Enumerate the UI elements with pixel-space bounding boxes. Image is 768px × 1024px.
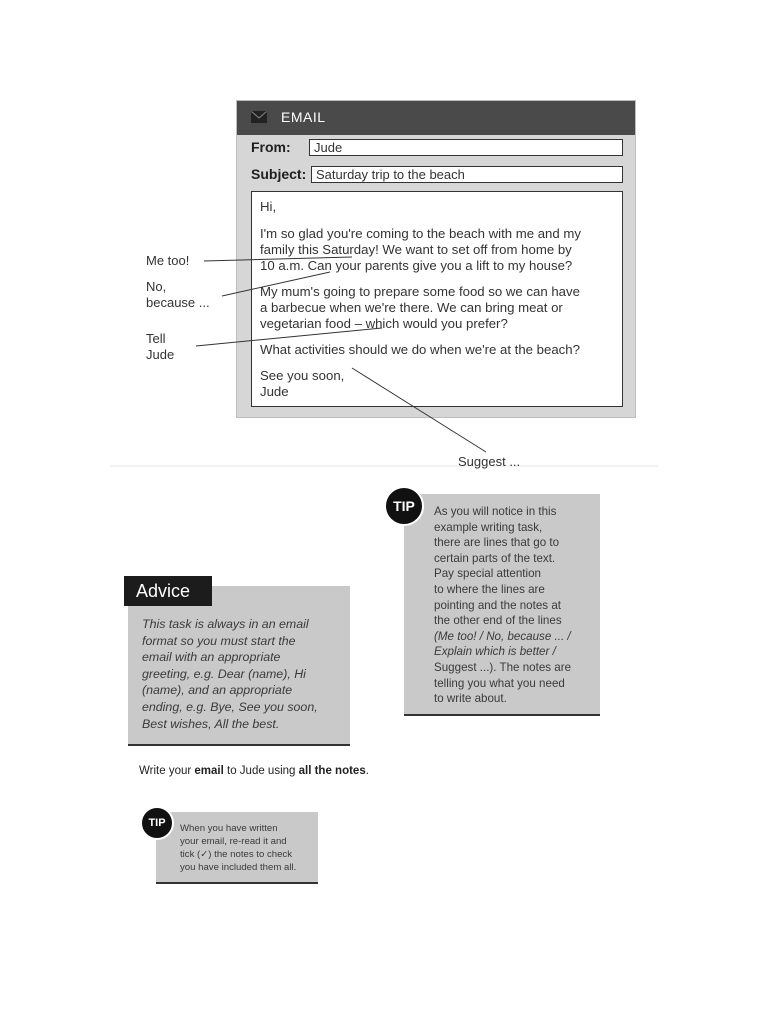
note-tell-line1: Tell: [146, 331, 166, 346]
advice-line: This task is always in an email: [142, 617, 309, 631]
paragraph-line: family this Saturday! We want to set off from home by: [260, 242, 572, 257]
tip-2-line: When you have written: [180, 823, 278, 834]
pointer-line-me-too: [204, 257, 352, 261]
tip-1-line: (Me too! / No, because ... /: [434, 629, 571, 643]
paragraph-line: a barbecue when we're there. We can bring meat or: [260, 300, 563, 315]
tip-1-line: there are lines that go to: [434, 536, 560, 550]
tip-1-line: As you will notice in this: [434, 505, 557, 518]
subject-label: Subject:: [251, 166, 307, 182]
instruction-bold-notes: all the notes: [298, 765, 366, 777]
email-title: EMAIL: [281, 109, 326, 125]
advice-line: ending, e.g. Bye, See you soon,: [142, 699, 318, 714]
tip-1-line: the other end of the lines: [434, 614, 562, 628]
note-tell-line2: Jude: [146, 347, 175, 362]
note-suggest: Suggest ...: [458, 454, 521, 469]
paragraph-line: vegetarian food – which would you prefer?: [260, 316, 508, 331]
tip-1-line: pointing and the notes at: [434, 598, 561, 612]
pointer-line-tell-jude: [196, 328, 382, 346]
instruction-bold-email: email: [194, 765, 224, 777]
paragraph-line: 10 a.m. Can your parents give you a lift to my house?: [260, 258, 573, 273]
advice-line: Best wishes, All the best.: [142, 716, 280, 731]
paragraph-line: What activities should we do when we're at the beach?: [260, 342, 580, 357]
subject-field[interactable]: Saturday trip to the beach: [311, 166, 623, 183]
tip-2-line: tick (✓) the notes to check: [180, 849, 293, 860]
instruction-text: Write your: [139, 765, 195, 777]
tip-1-line: Pay special attention: [434, 567, 541, 581]
paragraph-line: I'm so glad you're coming to the beach with me and my: [260, 226, 581, 241]
tip-1-line: Suggest ...). The notes are: [434, 660, 572, 674]
advice-line: format so you must start the: [142, 633, 296, 648]
tip-1-line: Explain which is better /: [434, 645, 556, 659]
note-no-line1: No,: [146, 279, 167, 294]
tip-box-2: [156, 812, 318, 884]
instruction-text: .: [365, 765, 369, 777]
tip-1-line: to write about.: [434, 692, 507, 706]
paragraph-line: My mum's going to prepare some food so we can have: [260, 284, 580, 299]
tip-1-line: certain parts of the text.: [434, 551, 556, 565]
note-me-too: Me too!: [146, 253, 190, 268]
pointer-line-no-because: [222, 272, 330, 296]
advice-label: Advice: [124, 576, 212, 606]
advice-text: [142, 616, 342, 732]
pointer-line-suggest: [352, 368, 486, 452]
advice-line: greeting, e.g. Dear (name), Hi: [142, 666, 306, 681]
instruction-text: to Jude using: [223, 765, 299, 777]
tip-1-line: telling you what you need: [434, 676, 565, 690]
from-label: From:: [251, 139, 291, 155]
advice-line: email with an appropriate: [142, 650, 281, 665]
tip-1-text: [434, 504, 598, 707]
advice-box: [128, 586, 350, 746]
note-no-line2: because ...: [146, 295, 210, 310]
from-field[interactable]: Jude: [309, 139, 623, 156]
greeting-line: Hi,: [260, 199, 277, 214]
advice-line: (name), and an appropriate: [142, 683, 293, 698]
task-instruction: [139, 765, 369, 777]
signature-line: Jude: [260, 384, 289, 399]
tip-2-text: [180, 822, 316, 874]
tip-1-line: to where the lines are: [434, 582, 545, 596]
tip-2-line: your email, re-read it and: [180, 836, 287, 847]
tip-2-line: you have included them all.: [180, 862, 297, 873]
tip-box-1: [404, 494, 600, 716]
tip-badge-2: TIP: [140, 806, 174, 840]
tip-badge-1: TIP: [384, 486, 424, 526]
tip-1-line: example writing task,: [434, 520, 543, 534]
signoff-line: See you soon,: [260, 368, 345, 383]
